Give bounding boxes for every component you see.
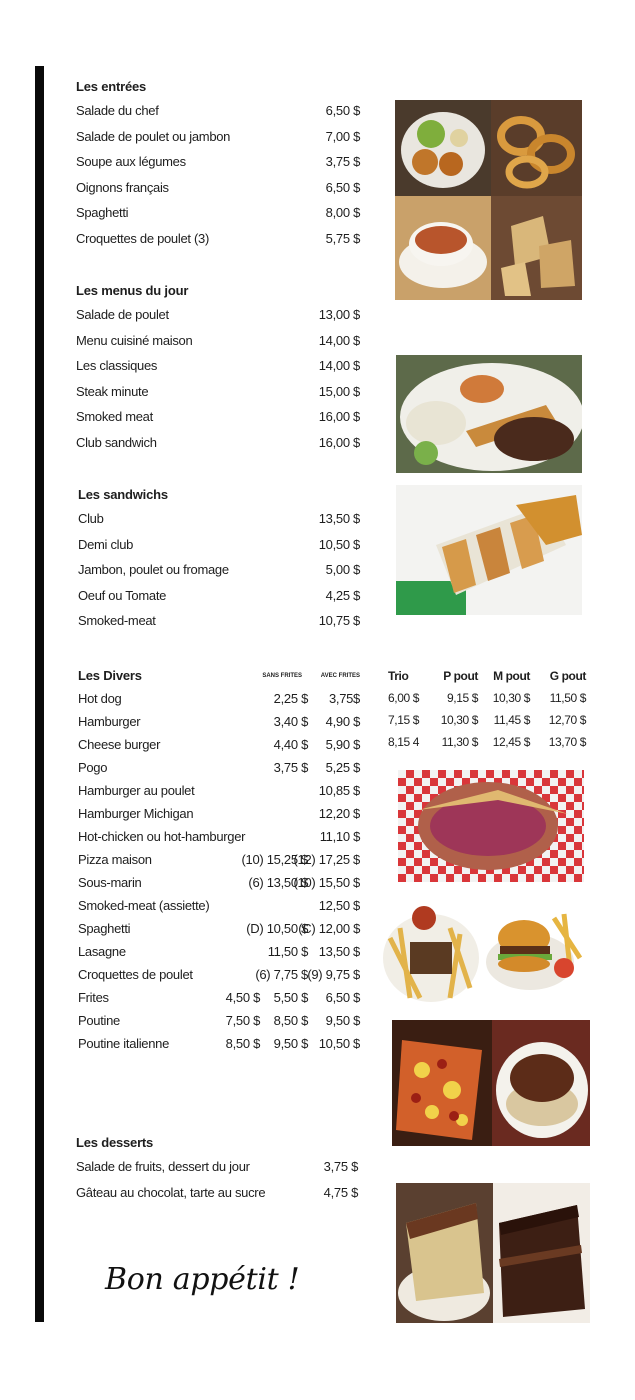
menu-item (78, 963, 360, 986)
section-header-divers (78, 665, 360, 687)
menu-item-price-sans-frites: 4,40 $ (273, 737, 308, 752)
menu-item (76, 404, 360, 430)
trio-table-body (388, 687, 590, 753)
menu-item-price-sans-frites: 5,50 $ (273, 990, 308, 1005)
menu-item (78, 848, 360, 871)
trio-table-cell: 9,15 $ (447, 691, 478, 705)
menu-item-price-avec-frites: 10,50 $ (318, 1036, 360, 1051)
menu-item-name: Hot-chicken ou hot-hamburger (78, 829, 246, 844)
menu-item-name: Pogo (78, 760, 108, 775)
club-sandwich-photo (396, 485, 582, 615)
section-title-entrees: Les entrées (76, 79, 147, 94)
menu-item-price-avec-frites: 5,90 $ (325, 737, 360, 752)
menu-item (78, 802, 360, 825)
menu-item (78, 779, 360, 802)
pizza-photo (392, 1020, 492, 1146)
menu-item (76, 430, 360, 456)
menu-item-name: Hamburger au poulet (78, 783, 195, 798)
menu-item (76, 124, 360, 150)
menu-item-price-avec-frites: (C) 12,00 $ (298, 921, 360, 936)
trio-table-cell: 10,30 $ (492, 691, 530, 705)
menu-item-name: Club (78, 511, 104, 526)
trio-table-cell: 13,70 $ (548, 735, 586, 749)
menu-item-price: 16,00 $ (318, 434, 360, 450)
section-divers (78, 665, 360, 1055)
trio-table-cell: 12,70 $ (548, 713, 586, 727)
menu-item-name: Oeuf ou Tomate (78, 587, 167, 603)
menu-item-price-avec-frites: 4,90 $ (325, 714, 360, 729)
trio-table-cell: 8,15 4 (388, 735, 419, 749)
burger-and-fries-photo (484, 898, 586, 993)
menu-item-name: Gâteau au chocolat, tarte au sucre (76, 1184, 266, 1200)
menu-item-name: Lasagne (78, 944, 126, 959)
menu-item (78, 687, 360, 710)
menu-item-name: Salade de poulet ou jambon (76, 128, 231, 144)
trio-table-cell: 10,30 $ (440, 713, 478, 727)
column-header-avec-frites: AVEC FRITES (320, 673, 360, 679)
menu-item-price-avec-frites: (12) 17,25 $ (293, 852, 360, 867)
menus-du-jour-list (76, 302, 360, 455)
menu-item-price-sans-frites: 2,25 $ (273, 691, 308, 706)
menu-item (78, 532, 360, 558)
menu-item (78, 506, 360, 532)
menu-item-price-small: 8,50 $ (225, 1036, 260, 1051)
trio-table-cell: 12,45 $ (492, 735, 530, 749)
section-desserts (76, 1132, 358, 1205)
menu-item-name: Hamburger (78, 714, 141, 729)
menu-item-price: 13,50 $ (318, 511, 360, 526)
section-menus-du-jour (76, 280, 360, 455)
menu-item-name: Hot dog (78, 691, 122, 706)
onion-rings-photo (491, 100, 582, 196)
menu-item-price-sans-frites: 8,50 $ (273, 1013, 308, 1028)
menu-item-price: 5,00 $ (325, 562, 360, 577)
menu-item-price-small: 7,50 $ (225, 1013, 260, 1028)
bon-appetit-signoff: Bon appétit ! (105, 1262, 300, 1297)
menu-item (78, 1009, 360, 1032)
menu-item (78, 608, 360, 634)
menu-item-name: Pizza maison (78, 852, 152, 867)
menu-item-name: Spaghetti (78, 921, 131, 936)
menu-item-name: Oignons français (76, 179, 169, 195)
column-header-sans-frites: SANS FRITES (262, 673, 302, 679)
menu-item-name: Poutine (78, 1013, 120, 1028)
chocolate-cake-photo (493, 1183, 590, 1323)
trio-table-cell: 11,50 $ (549, 691, 586, 705)
menu-item-price-sans-frites: 9,50 $ (273, 1036, 308, 1051)
menu-item-price: 16,00 $ (318, 409, 360, 424)
menu-item (76, 328, 360, 354)
spaghetti-plate-photo (492, 1020, 590, 1146)
trio-table-cell: 11,45 $ (493, 713, 530, 727)
menu-item-name: Hamburger Michigan (78, 806, 194, 821)
trio-table-header-cell: Trio (388, 669, 409, 683)
menu-item-name: Croquettes de poulet (3) (76, 230, 209, 246)
menu-item-price-avec-frites: 12,50 $ (318, 898, 360, 913)
menu-item-price: 8,00 $ (325, 205, 360, 220)
sugar-pie-photo (396, 1183, 493, 1323)
menu-item (78, 710, 360, 733)
menu-item-name: Smoked meat (76, 409, 153, 424)
menu-item-price: 4,75 $ (323, 1184, 358, 1200)
daily-menu-plate-photo (396, 355, 582, 473)
menu-item-name: Smoked-meat (assiette) (78, 898, 210, 913)
menu-item-name: Les classiques (76, 358, 158, 373)
menu-item-name: Demi club (78, 536, 134, 552)
menu-item (76, 149, 360, 175)
menu-item-price: 13,00 $ (318, 307, 360, 322)
menu-item-price: 14,00 $ (318, 332, 360, 348)
menu-item-price-avec-frites: (9) 9,75 $ (307, 967, 360, 982)
menu-item (76, 175, 360, 201)
smoked-meat-sandwich-photo (398, 770, 584, 882)
menu-item (78, 940, 360, 963)
menu-item (78, 871, 360, 894)
menu-item-price-avec-frites: 10,85 $ (318, 783, 360, 798)
menu-item-price: 4,25 $ (325, 587, 360, 603)
menu-item-price-small: 4,50 $ (225, 990, 260, 1005)
section-title-sandwichs: Les sandwichs (78, 487, 168, 502)
menu-item (78, 557, 360, 583)
menu-item (76, 302, 360, 328)
menu-item-price-sans-frites: 11,50 $ (267, 944, 308, 959)
menu-item-price: 5,75 $ (325, 230, 360, 246)
chicken-croquettes-photo (491, 196, 582, 300)
menu-item-price-avec-frites: 3,75$ (328, 691, 360, 706)
menu-item-price-avec-frites: 13,50 $ (318, 944, 360, 959)
menu-item-price: 6,50 $ (325, 179, 360, 195)
menu-item-name: Club sandwich (76, 434, 157, 450)
chef-salad-and-croquettes-photo (395, 100, 491, 196)
left-black-bar (35, 66, 44, 1322)
menu-item-price-avec-frites: 11,10 $ (319, 829, 360, 844)
menu-item-name: Menu cuisiné maison (76, 332, 193, 348)
trio-table-header-cell: G pout (549, 669, 586, 683)
menu-item-price-sans-frites: 3,40 $ (273, 714, 308, 729)
menu-item-price-avec-frites: 5,25 $ (325, 760, 360, 775)
menu-item-price: 10,50 $ (318, 536, 360, 552)
menu-item (76, 379, 360, 405)
section-title-desserts: Les desserts (76, 1135, 154, 1150)
trio-table-cell: 11,30 $ (441, 735, 478, 749)
menu-item (78, 917, 360, 940)
menu-item (78, 825, 360, 848)
divers-list (78, 687, 360, 1055)
menu-item (76, 226, 360, 252)
menu-item-price-avec-frites: (10) 15,50 $ (293, 875, 360, 890)
menu-item-price: 10,75 $ (318, 613, 360, 628)
menu-item (78, 894, 360, 917)
section-sandwichs (78, 484, 360, 634)
section-entrees (76, 76, 360, 251)
section-title-divers: Les Divers (78, 668, 142, 683)
menu-item (78, 756, 360, 779)
menu-item-price: 3,75 $ (323, 1159, 358, 1174)
menu-item-price-sans-frites: (D) 10,50 $ (246, 921, 308, 936)
trio-table-header-cell: P pout (443, 669, 478, 683)
menu-item-name: Jambon, poulet ou fromage (78, 562, 229, 577)
trio-table-cell: 6,00 $ (388, 691, 419, 705)
vegetable-soup-photo (395, 196, 491, 300)
menu-item-price-sans-frites: (10) 15,25 $ (241, 852, 308, 867)
menu-item (78, 733, 360, 756)
menu-item-name: Smoked-meat (78, 613, 156, 628)
menu-item-price: 7,00 $ (325, 128, 360, 144)
menu-item-name: Frites (78, 990, 109, 1005)
menu-item (78, 583, 360, 609)
menu-item-name: Croquettes de poulet (78, 967, 193, 982)
trio-poutine-table (388, 665, 590, 753)
trio-table-row (388, 709, 590, 731)
trio-table-row (388, 687, 590, 709)
menu-item-name: Salade du chef (76, 103, 159, 118)
entrees-list (76, 98, 360, 251)
menu-item-price: 14,00 $ (318, 358, 360, 373)
menu-item (76, 1154, 358, 1180)
menu-item (76, 1180, 358, 1206)
trio-table-header-cell: M pout (493, 669, 530, 683)
sandwichs-list (78, 506, 360, 634)
menu-item-name: Steak minute (76, 383, 149, 399)
menu-item-name: Salade de poulet (76, 307, 169, 322)
trio-table-cell: 7,15 $ (388, 713, 419, 727)
menu-item-price-sans-frites: (6) 7,75 $ (255, 967, 308, 982)
menu-item-price-avec-frites: 9,50 $ (325, 1013, 360, 1028)
trio-table-row (388, 731, 590, 753)
trio-table-header (388, 665, 590, 687)
desserts-list (76, 1154, 358, 1205)
menu-item (78, 1032, 360, 1055)
menu-item (76, 200, 360, 226)
menu-item-price-avec-frites: 6,50 $ (325, 990, 360, 1005)
poutine-and-hot-chicken-photo (380, 898, 482, 1006)
menu-item-price-sans-frites: (6) 13,50 $ (248, 875, 308, 890)
menu-item-name: Spaghetti (76, 205, 129, 220)
menu-item (76, 98, 360, 124)
menu-item-name: Cheese burger (78, 737, 161, 752)
menu-item-price-sans-frites: 3,75 $ (273, 760, 308, 775)
menu-item-name: Salade de fruits, dessert du jour (76, 1159, 250, 1174)
menu-item-price-avec-frites: 12,20 $ (318, 806, 360, 821)
section-title-menus-du-jour: Les menus du jour (76, 283, 189, 298)
menu-item (78, 986, 360, 1009)
menu-item-price: 6,50 $ (325, 103, 360, 118)
menu-item (76, 353, 360, 379)
menu-item-name: Sous-marin (78, 875, 142, 890)
menu-item-name: Soupe aux légumes (76, 154, 186, 169)
menu-item-price: 3,75 $ (325, 154, 360, 169)
menu-item-price: 15,00 $ (318, 383, 360, 399)
menu-item-name: Poutine italienne (78, 1036, 170, 1051)
